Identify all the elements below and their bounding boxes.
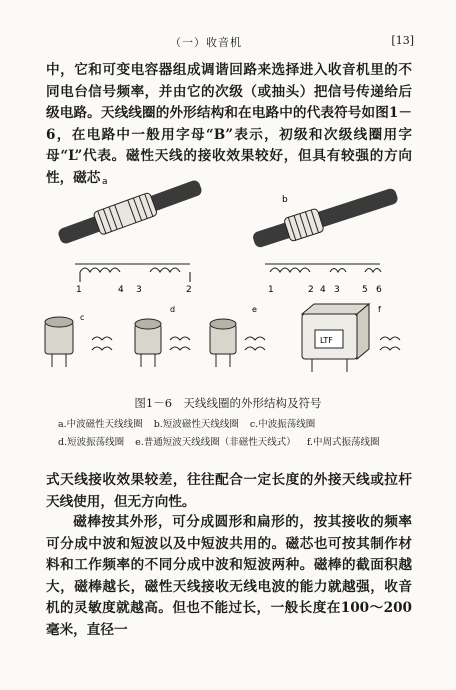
- coil-f-box: [302, 304, 369, 372]
- figure-1-6: [40, 162, 420, 384]
- legend-b: b.短波磁性天线线圈: [153, 419, 239, 430]
- figure-legend-row-1: [58, 416, 418, 430]
- paragraph-2: 式天线接收效果较差，往往配合一定长度的外接天线或拉杆天线使用，但无方向性。: [46, 472, 412, 510]
- num-b-2: 2: [308, 285, 314, 295]
- section-title: （一）收音机: [170, 36, 242, 49]
- coil-symbol-f: [380, 337, 400, 350]
- paragraph-1: 中，它和可变电容器组成调谐回路来选择进入收音机里的不同电台信号频率，并由它的次级（或抽头）把信号传递给后级电路。天线线圈的外形结构和在电路中的代表符号如图1－6，在电路中一般用字母“B”表示，初级和次级线圈用字母“L”代表。磁性天线的接收效果较好，但具有较强的方向性，磁芯: [46, 62, 412, 186]
- coil-symbol-c: [92, 337, 112, 350]
- num-a-3: 3: [136, 285, 142, 295]
- coil-symbol-d: [170, 337, 190, 350]
- coil-symbol-a: [75, 264, 190, 282]
- rod-antenna-a: [55, 175, 204, 249]
- num-a-1: 1: [76, 285, 82, 295]
- fig-label-e: e: [252, 305, 257, 314]
- figure-caption: 图1－6 天线线圈的外形结构及符号: [134, 396, 322, 410]
- legend-d: d.短波振荡线圈: [58, 437, 125, 448]
- num-b-3: 3: [334, 285, 340, 295]
- num-b-1: 1: [268, 285, 274, 295]
- legend-f: f.中周式振荡线圈: [306, 437, 380, 448]
- legend-c: c.中波振荡线圈: [249, 419, 316, 430]
- num-a-4: 4: [118, 285, 124, 295]
- fig-label-b: b: [282, 195, 288, 205]
- fig-label-f: f: [378, 305, 381, 314]
- legend-e: e.普通短波天线线圈（非磁性天线式）: [135, 437, 296, 448]
- figure-illustration: [40, 162, 420, 384]
- num-a-2: 2: [186, 285, 192, 295]
- fig-label-a: a: [102, 177, 108, 187]
- page-number: [13]: [391, 34, 414, 47]
- figure-legend-row-2: [58, 434, 418, 448]
- legend-a: a.中波磁性天线线圈: [58, 419, 143, 430]
- ltf-label: LTF: [320, 336, 333, 345]
- rod-antenna-b: [250, 183, 400, 252]
- num-b-4: 4: [320, 285, 326, 295]
- coil-symbol-e: [245, 337, 265, 350]
- num-b-5: 5: [362, 285, 368, 295]
- paragraph-3: 磁棒按其外形，可分成圆形和扁形的，按其接收的频率可分成中波和短波以及中短波共用的。磁芯也可按其制作材料和工作频率的不同分成中波和短波两种。磁棒的截面积越大，磁棒越长，磁性天线接收无线电波的能力就越强，收音机的灵敏度就越高。但也不能过长，一般长度在100～200毫米，直径一: [46, 514, 412, 638]
- num-b-6: 6: [376, 285, 382, 295]
- page-header: [0, 34, 456, 52]
- coil-d: [135, 319, 161, 367]
- fig-label-d: d: [170, 305, 176, 314]
- coil-c: [45, 317, 73, 367]
- fig-label-c: c: [80, 313, 85, 322]
- coil-e: [210, 319, 236, 367]
- coil-symbol-b: [265, 264, 381, 272]
